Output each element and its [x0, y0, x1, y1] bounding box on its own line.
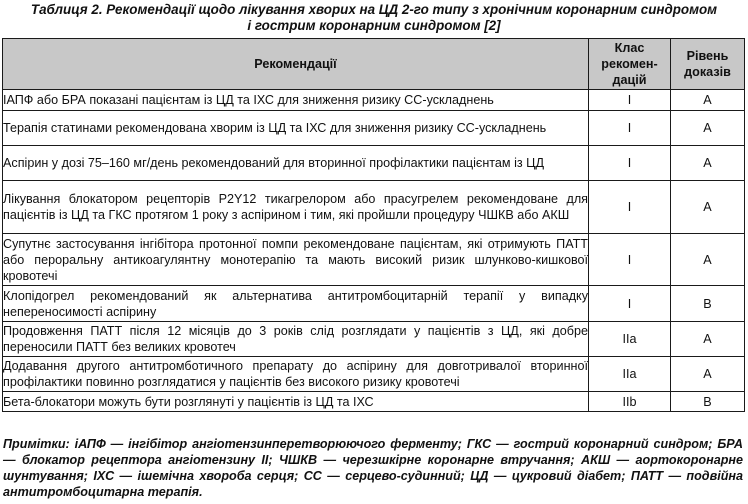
table-row	[3, 322, 745, 357]
table-notes: Примітки: іАПФ — інгібітор ангіотензинперетворюючого ферменту; ГКС — гострий коронарний синдром; БРА — блокатор рецептора ангіотензину II; ЧШКВ — черезшкірне коронарне втручання; АКШ — аортокоронарне шунтування; ІХС — ішемічна хвороба серця; СС — серцево-судинний; ЦД — цукровий діабет; ПАТТ — подвійна антитромбоцитарна терапія.	[3, 437, 743, 499]
header-recommendations: Рекомендації	[3, 39, 589, 90]
recommendation-text: Аспірин у дозі 75–160 мг/день рекомендований для вторинної профілактики пацієнтам із ЦД	[3, 146, 589, 181]
recommendation-class: IIb	[589, 392, 671, 412]
recommendation-class: I	[589, 181, 671, 234]
recommendation-class: IIa	[589, 357, 671, 392]
header-evidence-level	[671, 39, 745, 90]
table-row	[3, 146, 745, 181]
recommendation-class: I	[589, 90, 671, 111]
table-row	[3, 181, 745, 234]
recommendation-text: Супутнє застосування інгібітора протонної помпи рекомендоване пацієнтам, які отримують ПАТТ або пероральну антикоагулянтну монотерапію та мають високий ризик шлунково-кишкової кровотечі	[3, 234, 589, 286]
recommendation-class: I	[589, 234, 671, 286]
recommendation-text: Додавання другого антитромботичного препарату до аспірину для довготривалої вторинної профілактики повинно розглядатися у пацієнтів без високого ризику кровотечі	[3, 357, 589, 392]
recommendation-text: Продовження ПАТТ після 12 місяців до 3 років слід розглядати у пацієнтів з ЦД, які добре переносили ПАТТ без великих кровотеч	[3, 322, 589, 357]
evidence-level: A	[671, 234, 745, 286]
recommendation-text: Бета-блокатори можуть бути розглянуті у пацієнтів із ЦД та ІХС	[3, 392, 589, 412]
table-row	[3, 90, 745, 111]
table-row	[3, 392, 745, 412]
table-caption	[0, 2, 748, 34]
evidence-level: A	[671, 322, 745, 357]
table-row	[3, 286, 745, 322]
recommendation-text: Клопідогрел рекомендований як альтернатива антитромбоцитарній терапії у випадку непереносимості аспірину	[3, 286, 589, 322]
evidence-level: A	[671, 181, 745, 234]
header-class-line: Клас	[614, 41, 645, 55]
table-header-row	[3, 39, 745, 90]
evidence-level: A	[671, 357, 745, 392]
header-level-line: доказів	[684, 65, 731, 79]
recommendation-class: IIa	[589, 322, 671, 357]
recommendation-class: I	[589, 286, 671, 322]
table-row	[3, 357, 745, 392]
header-class-line: дацій	[612, 73, 647, 87]
caption-line-2: і гострим коронарним синдромом [2]	[247, 18, 501, 33]
evidence-level: A	[671, 111, 745, 146]
header-class-line: рекомен-	[601, 57, 658, 71]
table-row	[3, 234, 745, 286]
recommendation-class: I	[589, 146, 671, 181]
recommendation-text: Лікування блокатором рецепторів P2Y12 тикагрелором або прасугрелем рекомендоване для пацієнтів із ЦД та ГКС протягом 1 року з аспірином і тим, які пройшли процедуру ЧШКВ або АКШ	[3, 181, 589, 234]
evidence-level: B	[671, 392, 745, 412]
recommendations-table	[2, 38, 745, 412]
header-class	[589, 39, 671, 90]
header-level-line: Рівень	[686, 49, 729, 63]
recommendation-text: ІАПФ або БРА показані пацієнтам із ЦД та ІХС для зниження ризику СС-ускладнень	[3, 90, 589, 111]
recommendation-class: I	[589, 111, 671, 146]
recommendation-text: Терапія статинами рекомендована хворим із ЦД та ІХС для зниження ризику СС-ускладнень	[3, 111, 589, 146]
evidence-level: B	[671, 286, 745, 322]
evidence-level: A	[671, 146, 745, 181]
caption-line-1: Таблиця 2. Рекомендації щодо лікування хворих на ЦД 2-го типу з хронічним коронарним синдромом	[30, 2, 718, 17]
evidence-level: A	[671, 90, 745, 111]
table-row	[3, 111, 745, 146]
